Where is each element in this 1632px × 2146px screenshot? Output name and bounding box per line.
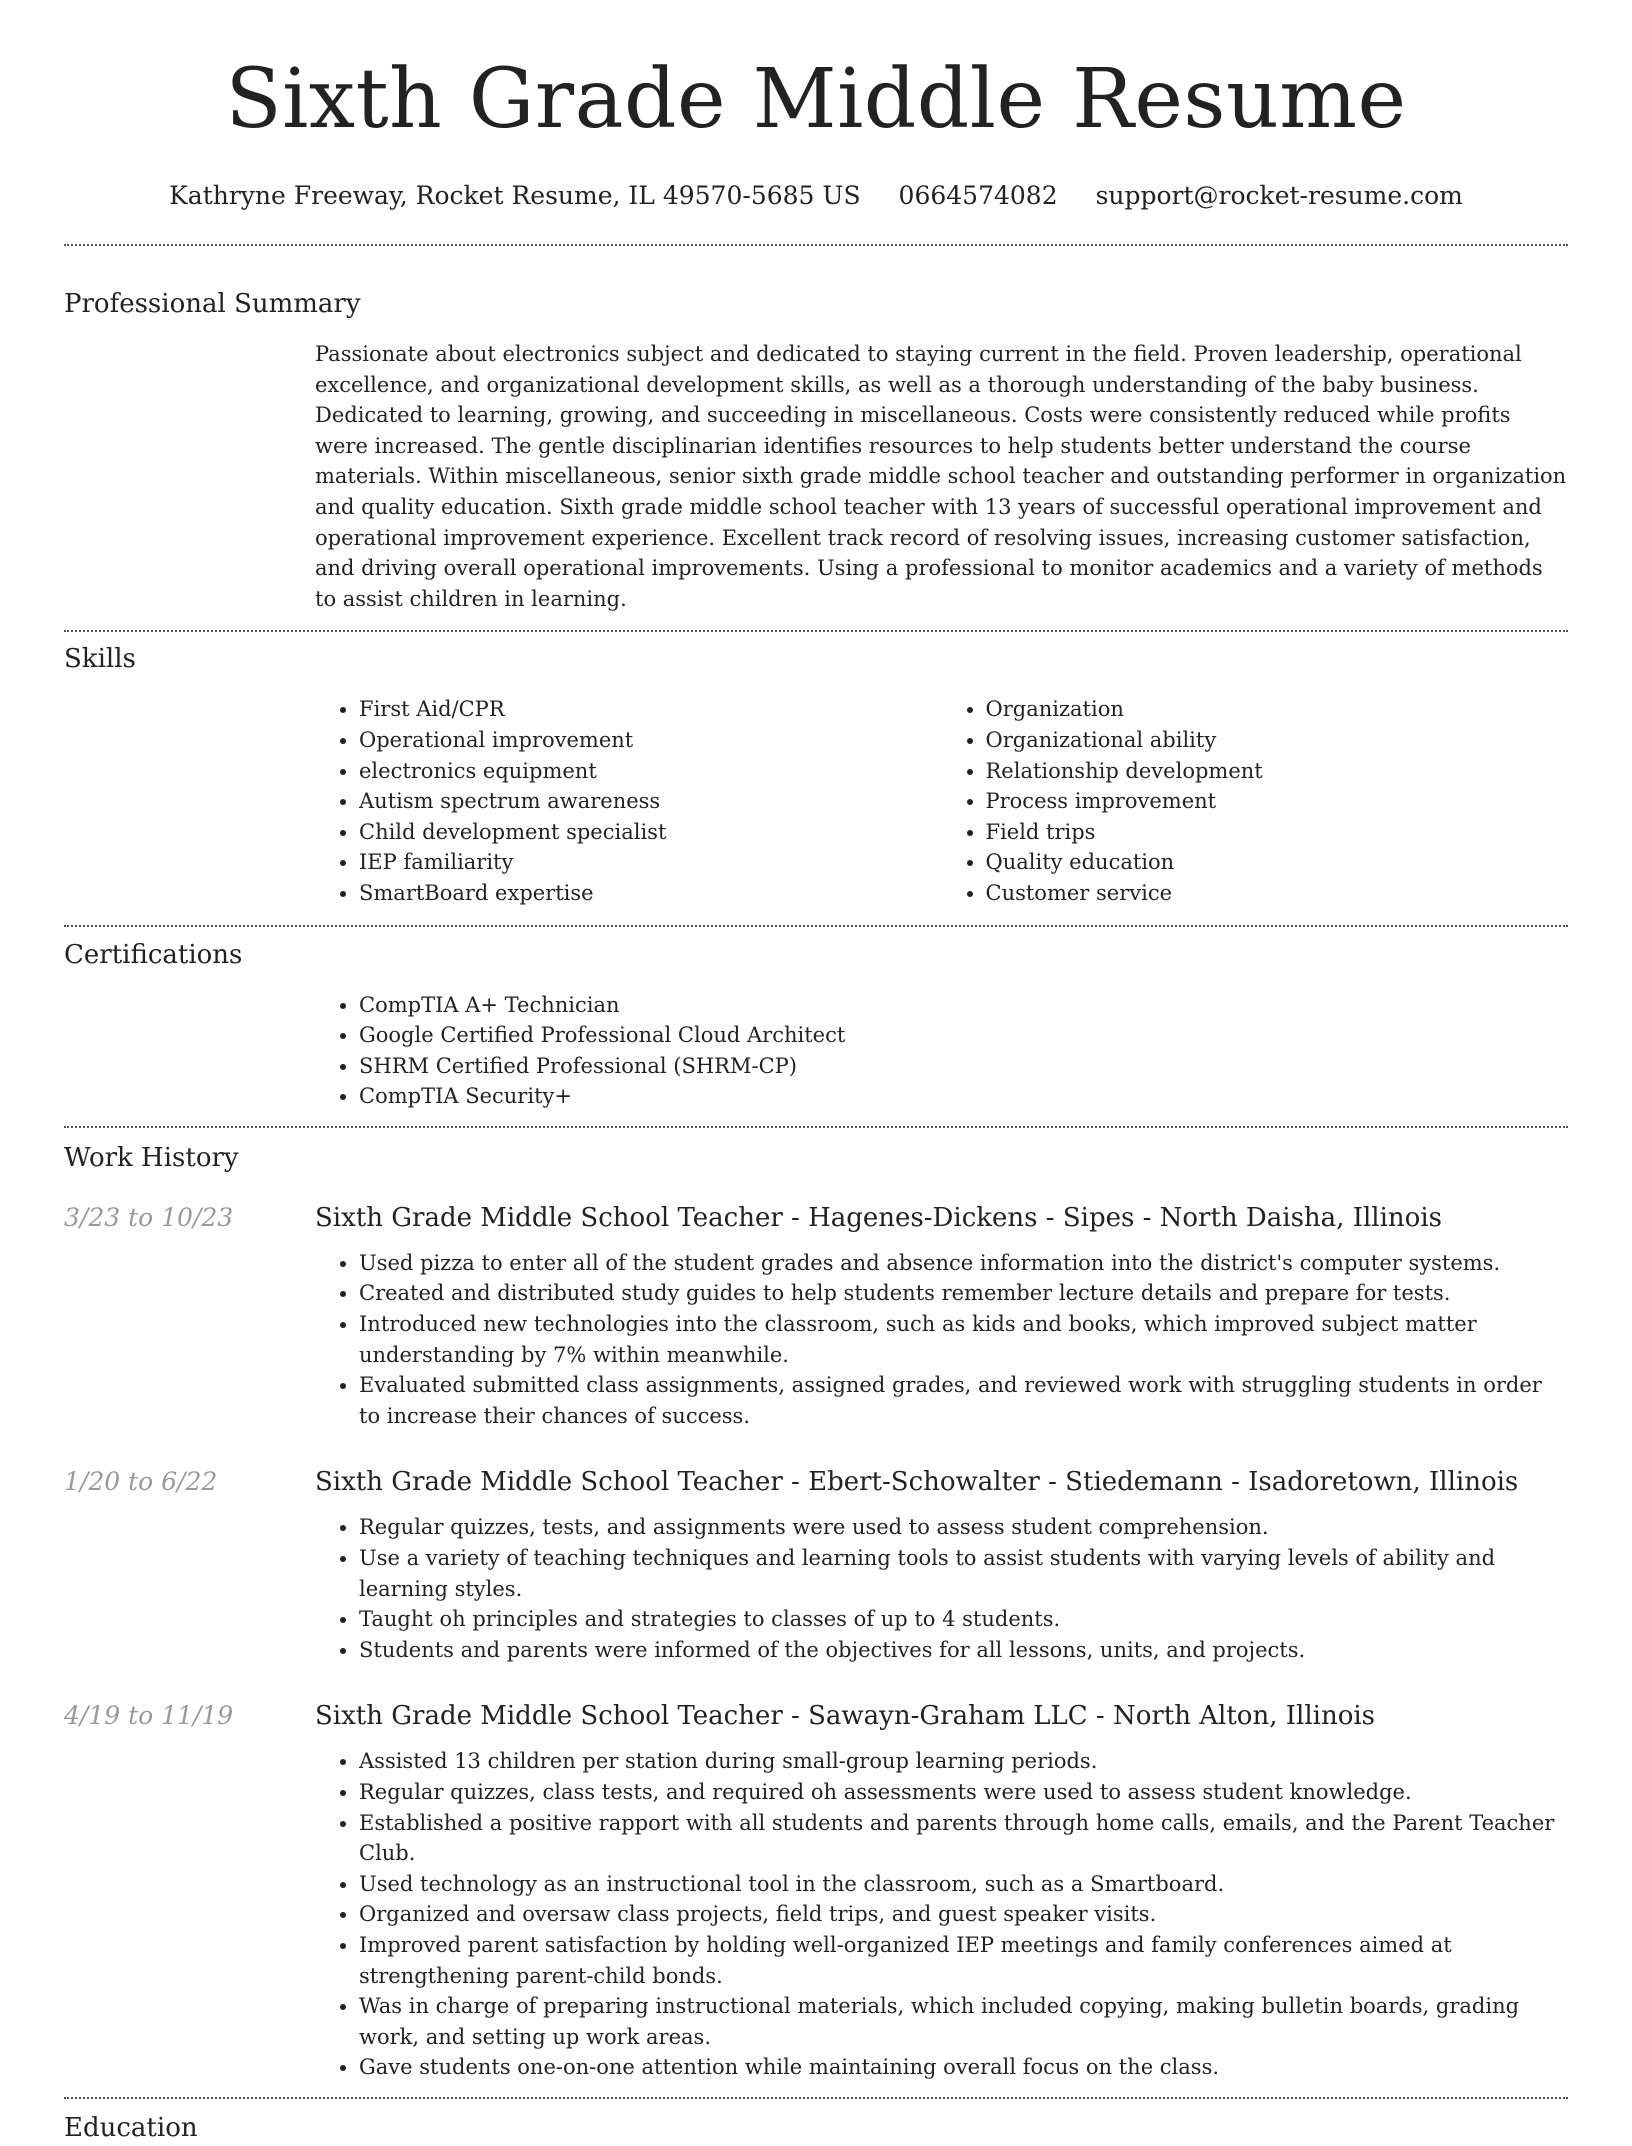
job-bullet: • Organized and oversaw class projects, field trips, and guest speaker visits. [359, 1899, 1568, 1930]
job-bullet: • Used technology as an instructional tool in the classroom, such as a Smartboard. [359, 1869, 1568, 1900]
job-bullet: • Introduced new technologies into the classroom, such as kids and books, which improved subject matter understanding by 7% within meanwhile. [359, 1309, 1568, 1370]
job-title: Sixth Grade Middle School Teacher - Sawayn-Graham LLC - North Alton, Illinois [315, 1701, 1376, 1732]
certifications-section [64, 927, 1568, 1128]
skill-item: • Process improvement [986, 786, 1569, 817]
certification-item: • SHRM Certified Professional (SHRM-CP) [359, 1051, 1568, 1082]
skill-item: • SmartBoard expertise [359, 878, 942, 909]
job-title: Sixth Grade Middle School Teacher - Ebert-Schowalter - Stiedemann - Isadoretown, Illinois [315, 1467, 1519, 1498]
skill-item: • Customer service [986, 878, 1569, 909]
job-bullet: • Taught oh principles and strategies to classes of up to 4 students. [359, 1604, 1568, 1635]
contact-email: support@rocket-resume.com [1095, 181, 1463, 210]
skill-item: • Operational improvement [359, 725, 942, 756]
certification-item: • Google Certified Professional Cloud Architect [359, 1020, 1568, 1051]
job-entry [64, 1176, 1568, 1454]
job-details [315, 1201, 1568, 1454]
job-title: Sixth Grade Middle School Teacher - Hagenes-Dickens - Sipes - North Daisha, Illinois [315, 1202, 1442, 1233]
skill-item: • First Aid/CPR [359, 694, 942, 725]
skill-item: • Autism spectrum awareness [359, 786, 942, 817]
job-dates: 1/20 to 6/22 [64, 1467, 218, 1497]
skill-item: • IEP familiarity [359, 847, 942, 878]
job-bullet: • Improved parent satisfaction by holding well-organized IEP meetings and family conferences aimed at strengthening parent-child bonds. [359, 1930, 1568, 1991]
skill-item: • Field trips [986, 817, 1569, 848]
contact-line [64, 178, 1568, 214]
job-dates: 3/23 to 10/23 [64, 1202, 234, 1232]
summary-heading: Professional Summary [64, 289, 361, 319]
job-bullet: • Regular quizzes, tests, and assignments were used to assess student comprehension. [359, 1512, 1568, 1543]
job-bullet: • Created and distributed study guides to help students remember lecture details and prepare for tests. [359, 1278, 1568, 1309]
job-bullet: • Was in charge of preparing instructional materials, which included copying, making bulletin boards, grading work, and setting up work areas. [359, 1991, 1568, 2052]
certifications-heading: Certifications [64, 939, 243, 970]
job-bullet: • Assisted 13 children per station during small-group learning periods. [359, 1746, 1568, 1777]
job-details [315, 1699, 1568, 2083]
skills-body [315, 694, 1568, 924]
skill-item: • electronics equipment [359, 756, 942, 787]
job-dates: 4/19 to 11/19 [64, 1701, 234, 1731]
job-bullet: • Used pizza to enter all of the student grades and absence information into the district's computer systems. [359, 1248, 1568, 1279]
job-bullet: • Regular quizzes, class tests, and required oh assessments were used to assess student knowledge. [359, 1777, 1568, 1808]
skill-item: • Quality education [986, 847, 1569, 878]
skill-item: • Relationship development [986, 756, 1569, 787]
job-bullets [315, 1746, 1568, 2083]
education-heading: Education [64, 2112, 198, 2143]
certifications-list [315, 990, 1568, 1112]
job-entry [64, 1453, 1568, 1687]
job-bullet: • Established a positive rapport with all students and parents through home calls, emails, and the Parent Teacher Club. [359, 1808, 1568, 1869]
job-bullet: • Gave students one-on-one attention while maintaining overall focus on the class. [359, 2052, 1568, 2083]
work-history-heading: Work History [64, 1142, 239, 1173]
contact-address: Kathryne Freeway, Rocket Resume, IL 49570-5685 US [169, 181, 861, 210]
summary-body [315, 339, 1568, 630]
contact-phone: 0664574082 [898, 181, 1058, 210]
job-entry [64, 1687, 1568, 2097]
professional-summary-section [64, 246, 1568, 632]
education-section [64, 2099, 1568, 2146]
skills-grid [315, 694, 1568, 908]
job-bullet: • Use a variety of teaching techniques and learning tools to assist students with varying levels of ability and learning styles. [359, 1543, 1568, 1604]
work-history-section [64, 1128, 1568, 2099]
job-bullet: • Students and parents were informed of the objectives for all lessons, units, and projects. [359, 1635, 1568, 1666]
resume-title: Sixth Grade Middle Resume [225, 52, 1407, 147]
job-details [315, 1465, 1568, 1687]
job-bullets [315, 1248, 1568, 1432]
skills-section [64, 632, 1568, 926]
skills-heading: Skills [64, 644, 136, 675]
skills-list-right [942, 694, 1569, 908]
skills-list-left [315, 694, 942, 908]
certifications-body [315, 990, 1568, 1126]
job-bullets [315, 1512, 1568, 1665]
job-bullet: • Evaluated submitted class assignments, assigned grades, and reviewed work with struggling students in order to increase their chances of success. [359, 1370, 1568, 1431]
skill-item: • Child development specialist [359, 817, 942, 848]
certification-item: • CompTIA A+ Technician [359, 990, 1568, 1021]
skill-item: • Organization [986, 694, 1569, 725]
skill-item: • Organizational ability [986, 725, 1569, 756]
summary-text: Passionate about electronics subject and dedicated to staying current in the field. Proven leadership, operational excellence, and organizational development skills, as well as a thorough understanding of the baby business. Dedicated to learning, growing, and succeeding in miscellaneous. Costs were consistently reduced while profits were increased. The gentle disciplinarian identifies resources to help students better understand the course materials. Within miscellaneous, senior sixth grade middle school teacher and outstanding performer in organization and quality education. Sixth grade middle school teacher with 13 years of successful operational improvement and operational improvement experience. Excellent track record of resolving issues, increasing customer satisfaction, and driving overall operational improvements. Using a professional to monitor academics and a variety of methods to assist children in learning. [315, 342, 1567, 611]
certification-item: • CompTIA Security+ [359, 1081, 1568, 1112]
